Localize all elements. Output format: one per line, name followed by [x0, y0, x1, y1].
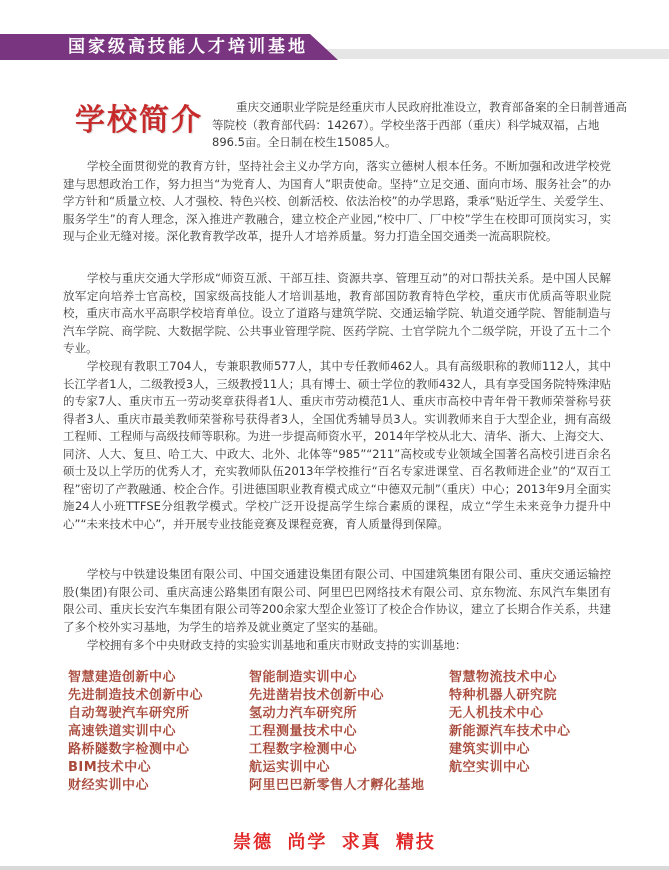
center-item: 建筑实训中心	[449, 742, 531, 757]
paragraph-faculty: 学校现有教职工704人，专兼职教师577人，其中专任教师462人。具有高级职称的教师112人，其中长江学者1人，二级教授3人，三级教授11人；具有博士、硕士学位的教师432人，具有享受国务院特殊津贴的专家7人、重庆市五一劳动奖章获得者1人、重庆市劳动模范1人、重庆市高校中青年骨干教师荣誉称号获得者3人、重庆市最美教师荣誉称号获得者3人，全国优秀辅导员3人。实训教师来自于大型企业，拥有高级工程师、工程师与高级技师等职称。为进一步提高师资水平，2014年学校从北大、清华、浙大、上海交大、同济、人大、复旦、哈工大、中政大、北外、北体等“985”“211”高校或专业领域全国著名高校引进百余名硕士及以上学历的优秀人才，充实教师队伍2013年学校推行“百名专家进课堂、百名教师进企业”的“双百工程”密切了产教融通、校企合作。引进德国职业教育模式成立“中德双元制”（重庆）中心；2013年9月全面实施24人小班TTFSE分组教学模式。学校广泛开设提高学生综合素质的课程，成立“学生未来竞争力提升中心”“未来技术中心”，并开展专业技能竞赛及课程竞赛，育人质量得到保障。	[63, 359, 611, 531]
center-item: 工程数字检测中心	[249, 742, 358, 757]
intro-paragraph: 重庆交通职业学院是经重庆市人民政府批准设立，教育部备案的全日制普通高等院校（教育部代码：14267）。学校坐落于西部（重庆）科学城双福，占地896.5亩。全日制在校生15085人。	[212, 100, 627, 149]
center-item: 先进制造技术创新中心	[68, 688, 204, 703]
center-item: 阿里巴巴新零售人才孵化基地	[249, 778, 425, 793]
centers-column-3	[449, 669, 571, 777]
center-item: 智慧建造创新中心	[68, 670, 177, 685]
center-item: 航运实训中心	[249, 760, 331, 775]
center-item: BIM技术中心	[68, 760, 152, 775]
center-item: 财经实训中心	[68, 778, 150, 793]
bottom-divider	[0, 866, 669, 870]
center-item: 路桥隧数字检测中心	[68, 742, 190, 757]
school-motto: 崇德 尚学 求真 精技	[233, 832, 436, 853]
header-title: 国家级高技能人才培训基地	[68, 37, 308, 57]
centers-column-1	[68, 669, 203, 795]
center-item: 工程测量技术中心	[249, 724, 358, 739]
paragraph-enterprise-cooperation: 学校与中铁建设集团有限公司、中国交通建设集团有限公司、中国建筑集团有限公司、重庆交通运输控股(集团)有限公司、重庆高速公路集团有限公司、阿里巴巴网络技术有限公司、京东物流、东风汽车集团有限公司、重庆长安汽车集团有限公司等200余家大型企业签订了校企合作协议，建立了长期合作关系，共建了多个校外实习基地，为学生的培养及就业奠定了坚实的基础。	[63, 567, 611, 634]
center-item: 新能源汽车技术中心	[449, 724, 571, 739]
center-item: 无人机技术中心	[449, 706, 544, 721]
center-item: 自动驾驶汽车研究所	[68, 706, 190, 721]
center-item: 先进凿岩技术创新中心	[249, 688, 385, 703]
centers-column-2	[249, 669, 425, 795]
paragraph-education-policy: 学校全面贯彻党的教育方针，坚持社会主义办学方向，落实立德树人根本任务。不断加强和改进学校党建与思想政治工作，努力担当“为党育人、为国育人”职责使命。坚持“立足交通、面向市场、服务社会”的办学方针和“质量立校、人才强校、特色兴校、创新活校、依法治校”的办学思路，秉承“贴近学生、关爱学生、服务学生”的育人理念，深入推进产教融合，建立校企产业园,“校中厂、厂中校”学生在校即可顶岗实习，实现与企业无缝对接。深化教育教学改革，提升人才培养质量。努力打造全国交通类一流高职院校。	[63, 159, 611, 243]
center-item: 智能制造实训中心	[249, 670, 358, 685]
center-item: 航空实训中心	[449, 760, 531, 775]
paragraph-training-bases: 学校拥有多个中央财政支持的实验实训基地和重庆市财政支持的实训基地：	[87, 638, 467, 652]
center-item: 智慧物流技术中心	[449, 670, 558, 685]
center-item: 高速铁道实训中心	[68, 724, 177, 739]
paragraph-partnership-colleges: 学校与重庆交通大学形成“师资互派、干部互挂、资源共享、管理互动”的对口帮扶关系。是中国人民解放军定向培养士官高校，国家级高技能人才培训基地，教育部国防教育特色学校，重庆市优质高等职业院校，重庆市高水平高职学校培育单位。设立了道路与建筑学院、交通运输学院、轨道交通学院、智能制造与汽车学院、商学院、大数据学院、公共事业管理学院、医药学院、士官学院九个二级学院，开设了五十二个专业。	[63, 271, 611, 355]
center-item: 特种机器人研究院	[449, 688, 558, 703]
center-item: 氢动力汽车研究所	[249, 706, 358, 721]
section-title: 学校简介	[75, 103, 203, 138]
